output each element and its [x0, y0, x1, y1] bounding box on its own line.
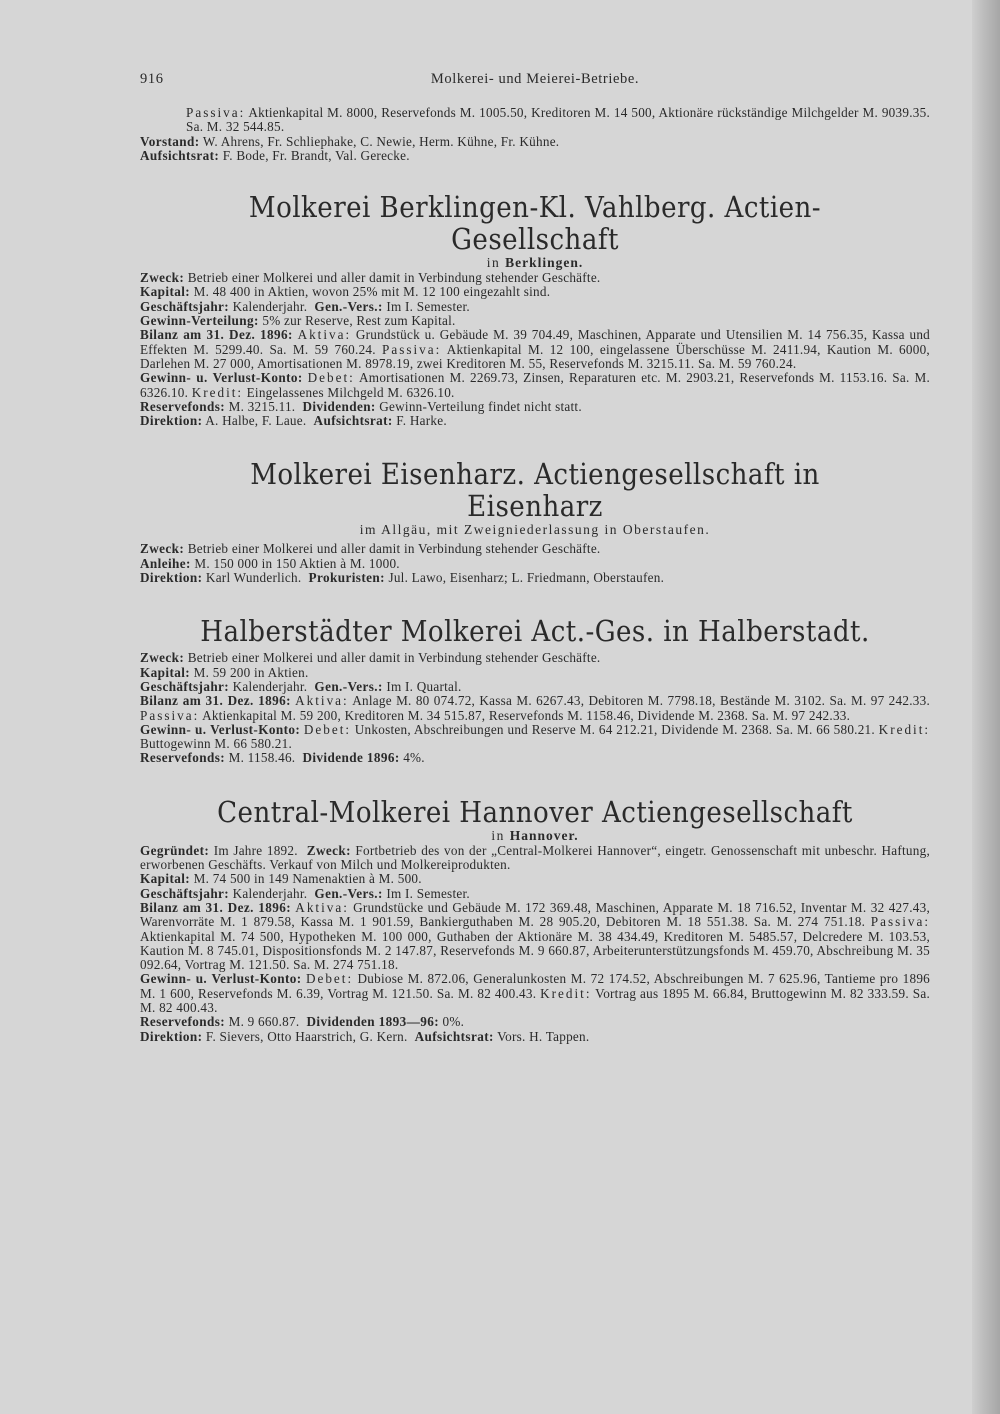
- zweck-line: Zweck: Betrieb einer Molkerei und aller damit in Verbindung stehender Geschäfte.: [140, 541, 601, 557]
- entry-subtitle: in Berklingen.: [486, 255, 584, 271]
- reserve-dividende-line: Reservefonds: M. 1158.46. Dividende 1896: 4%.: [140, 750, 425, 766]
- bilanz-block: Bilanz am 31. Dez. 1896: Aktiva: Grundstück u. Gebäude M. 39 704.49, Maschinen, Apparate und Utensilien M. 14 756.35, Kassa und Effekten M. 5299.40. Sa. M. 59 760.24. Passiva: Aktienkapital M. 12 100, eingelassene Überschüsse M. 2411.94, Kaution M. 6000, Darlehen M. 27 000, Amortisationen M. 8978.19, zwei Kreditoren M. 55, Reservefonds M. 3215.11. Sa. M. 59 760.24.: [140, 327, 931, 371]
- anleihe-line: Anleihe: M. 150 000 in 150 Aktien à M. 1000.: [140, 555, 400, 571]
- entry-title: Central-Molkerei Hannover Actiengesellschaft: [217, 794, 853, 829]
- gegruendet-zweck-block: Gegründet: Im Jahre 1892. Zweck: Fortbetrieb des von der „Central-Molkerei Hannover“, eingetr. Genossenschaft mit unbeschr. Haftung, erworbenen Geschäfts. Verkauf von Milch und Molkereiprodukten.: [140, 842, 931, 873]
- kapital-line: Kapital: M. 74 500 in 149 Namenaktien à M. 500.: [140, 871, 422, 887]
- geschaeftsjahr-line: Geschäftsjahr: Kalenderjahr. Gen.-Vers.: Im I. Semester.: [140, 885, 470, 901]
- entry-subtitle: in Hannover.: [491, 827, 579, 843]
- entry-berklingen: [140, 191, 930, 428]
- gewinn-verteilung-line: Gewinn-Verteilung: 5% zur Reserve, Rest zum Kapital.: [140, 313, 456, 329]
- entry-hannover: [140, 796, 930, 1044]
- reserve-dividenden-line: Reservefonds: M. 3215.11. Dividenden: Gewinn-Verteilung findet nicht statt.: [140, 398, 582, 414]
- page-header: [140, 72, 930, 92]
- direktion-line: Direktion: A. Halbe, F. Laue. Aufsichtsrat: F. Harke.: [140, 413, 447, 429]
- prev-entry: [140, 106, 930, 163]
- entry-subtitle: im Allgäu, mit Zweigniederlassung in Oberstaufen.: [359, 522, 711, 538]
- entry-title: Molkerei Berklingen-Kl. Vahlberg. Actien-Gesellschaft: [248, 190, 822, 257]
- prev-vorstand: Vorstand: W. Ahrens, Fr. Schliephake, C. Newie, Herm. Kühne, Fr. Kühne.: [140, 133, 560, 149]
- kapital-line: Kapital: M. 59 200 in Aktien.: [140, 664, 309, 680]
- bilanz-block: Bilanz am 31. Dez. 1896: Aktiva: Anlage M. 80 074.72, Kassa M. 6267.43, Debitoren M. 7798.18, Bestände M. 3102. Sa. M. 97 242.33. Passiva: Aktienkapital M. 59 200, Kreditoren M. 34 515.87, Reservefonds M. 1158.46, Dividende M. 2368. Sa. M. 97 242.33.: [140, 693, 930, 723]
- scan-edge: [972, 0, 1000, 1414]
- guv-block: Gewinn- u. Verlust-Konto: Debet: Unkosten, Abschreibungen und Reserve M. 64 212.21, Dividende M. 2368. Sa. M. 66 580.21. Kredit: Buttogewinn M. 66 580.21.: [140, 721, 931, 752]
- zweck-line: Zweck: Betrieb einer Molkerei und aller damit in Verbindung stehender Geschäfte.: [140, 270, 601, 286]
- direktion-line: Direktion: Karl Wunderlich. Prokuristen: Jul. Lawo, Eisenharz; L. Friedmann, Oberstaufen.: [140, 570, 665, 586]
- reserve-dividenden-line: Reservefonds: M. 9 660.87. Dividenden 1893—96: 0%.: [140, 1014, 465, 1030]
- bilanz-block: Bilanz am 31. Dez. 1896: Aktiva: Grundstücke und Gebäude M. 172 369.48, Maschinen, Apparate M. 18 716.52, Inventar M. 32 427.43, Warenvorräte M. 1 879.58, Kassa M. 1 901.59, Bankierguthaben M. 28 905.20, Debitoren M. 18 551.38. Sa. M. 274 751.18. Passiva: Aktienkapital M. 74 500, Hypotheken M. 100 000, Guthaben der Aktionäre M. 38 434.49, Kreditoren M. 5485.57, Delcredere M. 103.53, Kaution M. 8 745.01, Dispositionsfonds M. 2 147.87, Reservefonds M. 9 660.87, Arbeiterunterstützungsfonds M. 459.70, Abschreibung M. 35 092.64, Vortrag M. 121.50. Sa. M. 274 751.18.: [140, 899, 931, 973]
- entry-eisenharz: [140, 458, 930, 585]
- kapital-line: Kapital: M. 48 400 in Aktien, wovon 25% mit M. 12 100 eingezahlt sind.: [140, 284, 551, 300]
- guv-block: Gewinn- u. Verlust-Konto: Debet: Amortisationen M. 2269.73, Zinsen, Reparaturen etc. M. 2903.21, Reservefonds M. 1153.16. Sa. M. 6326.10. Kredit: Eingelassenes Milchgeld M. 6326.10.: [140, 370, 930, 400]
- document-page: [140, 72, 930, 1044]
- prev-passiva: Passiva: Aktienkapital M. 8000, Reservefonds M. 1005.50, Kreditoren M. 14 500, Aktionäre rückständige Milchgelder M. 9039.35. Sa. M. 32 544.85.: [186, 105, 930, 135]
- geschaeftsjahr-line: Geschäftsjahr: Kalenderjahr. Gen.-Vers.: Im I. Quartal.: [140, 678, 462, 694]
- page-number: 916: [140, 71, 164, 87]
- running-title: Molkerei- und Meierei-Betriebe.: [430, 71, 640, 87]
- direktion-line: Direktion: F. Sievers, Otto Haarstrich, G. Kern. Aufsichtsrat: Vors. H. Tappen.: [140, 1028, 590, 1044]
- entry-title: Halberstädter Molkerei Act.-Ges. in Halberstadt.: [200, 614, 870, 649]
- zweck-line: Zweck: Betrieb einer Molkerei und aller damit in Verbindung stehender Geschäfte.: [140, 650, 601, 666]
- entry-halberstadt: [140, 615, 930, 765]
- entry-title: Molkerei Eisenharz. Actiengesellschaft in Eisenharz: [250, 457, 820, 524]
- guv-block: Gewinn- u. Verlust-Konto: Debet: Dubiose M. 872.06, Generalunkosten M. 72 174.52, Abschreibungen M. 7 625.96, Tantieme pro 1896 M. 1 600, Reservefonds M. 6.39, Vortrag M. 121.50. Sa. M. 82 400.43. Kredit: Vortrag aus 1895 M. 66.84, Bruttogewinn M. 82 333.59. Sa. M. 82 400.43.: [140, 971, 931, 1015]
- geschaeftsjahr-line: Geschäftsjahr: Kalenderjahr. Gen.-Vers.: Im I. Semester.: [140, 298, 470, 314]
- prev-aufsichtsrat: Aufsichtsrat: F. Bode, Fr. Brandt, Val. Gerecke.: [140, 147, 410, 163]
